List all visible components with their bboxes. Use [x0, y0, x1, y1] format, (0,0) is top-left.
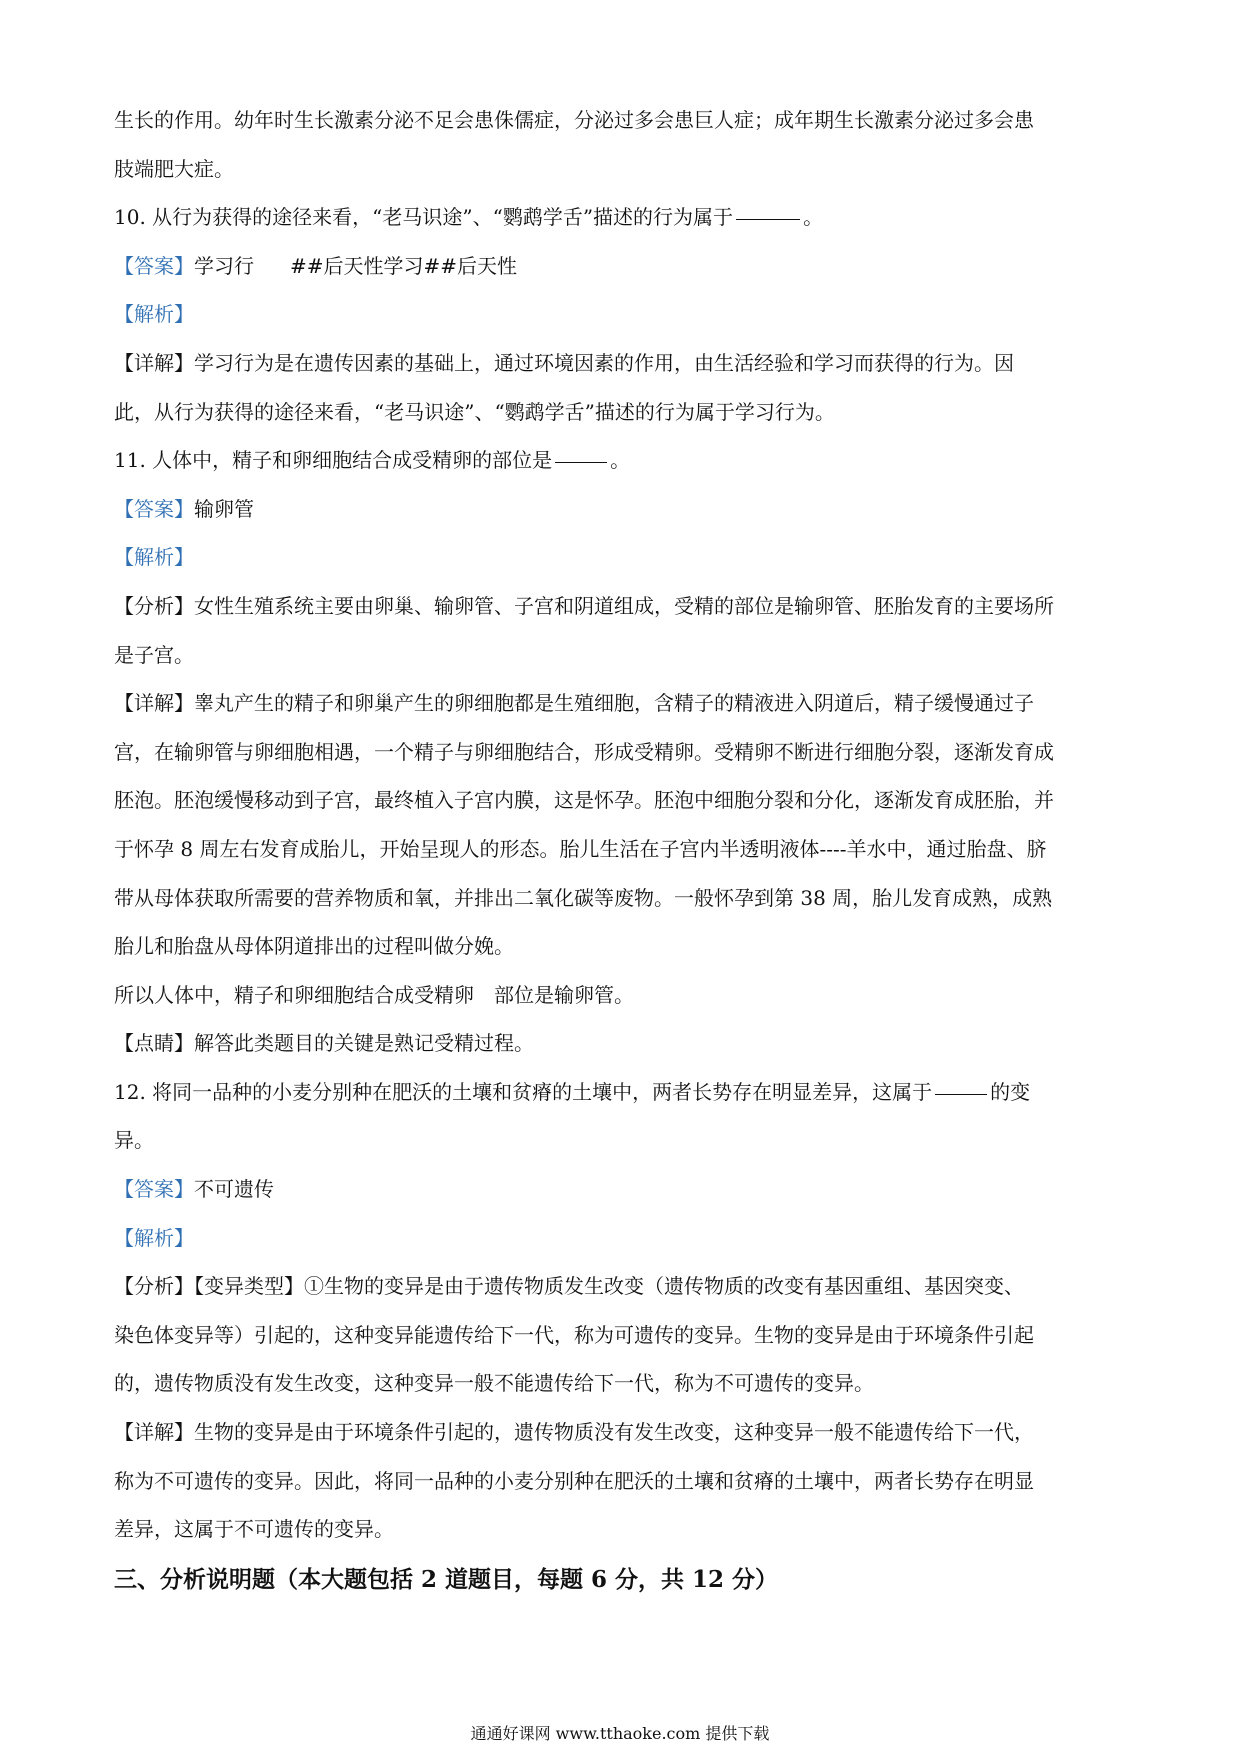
text-line: 称为不可遗传的变异。因此，将同一品种的小麦分别种在肥沃的土壤和贫瘠的土壤中，两者长势存在明显 [114, 1468, 1034, 1493]
answer-line [114, 485, 1126, 534]
analysis-tag: 【解析】 [114, 302, 194, 327]
text-line: 带从母体获取所需要的营养物质和氧，并排出二氧化碳等废物。一般怀孕到第 38 周，胎儿发育成熟，成熟 [114, 885, 1053, 910]
detail-line [114, 339, 1126, 388]
text-line: 胎儿和胎盘从母体阴道排出的过程叫做分娩。 [114, 934, 514, 959]
question-text-end: 。 [803, 205, 824, 230]
answer-text: 输卵管 [194, 496, 254, 521]
question-text: 10. 从行为获得的途径来看，“老马识途”、“鹦鹉学舌”描述的行为属于 [114, 205, 734, 230]
question-text-end: 。 [610, 448, 631, 473]
answer-blank [736, 218, 800, 220]
question-10 [114, 193, 1126, 242]
text-line: 宫，在输卵管与卵细胞相遇，一个精子与卵细胞结合，形成受精卵。受精卵不断进行细胞分裂，逐渐发育成 [114, 739, 1054, 764]
text-line: 生长的作用。幼年时生长激素分泌不足会患侏儒症，分泌过多会患巨人症；成年期生长激素分泌过多会患 [114, 108, 1034, 132]
text-line: 异。 [114, 1128, 154, 1153]
text-line: 肢端肥大症。 [114, 156, 234, 181]
answer-text: 不可遗传 [194, 1177, 274, 1202]
text-line: 【分析】【变异类型】①生物的变异是由于遗传物质发生改变（遗传物质的改变有基因重组、基因突变、 [114, 1274, 1024, 1299]
text-line: 的，遗传物质没有发生改变，这种变异一般不能遗传给下一代，称为不可遗传的变异。 [114, 1371, 874, 1396]
question-text: 11. 人体中，精子和卵细胞结合成受精卵的部位是 [114, 448, 553, 473]
text-line: 于怀孕 8 周左右发育成胎儿，开始呈现人的形态。胎儿生活在子宫内半透明液体----羊水中，通过胎盘、脐 [114, 836, 1047, 861]
text-line: 此，从行为获得的途径来看，“老马识途”、“鹦鹉学舌”描述的行为属于学习行为。 [114, 399, 835, 424]
detail-tag: 【详解】 [114, 350, 194, 375]
footer-text: 通通好课网 www.tthaoke.com 提供下载 [470, 1724, 770, 1743]
text-line: 胚泡。胚泡缓慢移动到子宫，最终植入子宫内膜，这是怀孕。胚泡中细胞分裂和分化，逐渐发育成胚胎，并 [114, 788, 1054, 813]
text-line: 【详解】生物的变异是由于环境条件引起的，遗传物质没有发生改变，这种变异一般不能遗传给下一代， [114, 1420, 1034, 1445]
answer-blank [935, 1093, 987, 1095]
answer-tag: 【答案】 [114, 1177, 194, 1202]
answer-blank [555, 461, 607, 463]
question-11 [114, 436, 1126, 485]
section-heading: 三、分析说明题（本大题包括 2 道题目，每题 6 分，共 12 分） [114, 1565, 779, 1593]
text-line: 差异，这属于不可遗传的变异。 [114, 1517, 394, 1542]
question-text: 12. 将同一品种的小麦分别种在肥沃的土壤和贫瘠的土壤中，两者长势存在明显差异，这属于 [114, 1079, 933, 1104]
text-line: 染色体变异等）引起的，这种变异能遗传给下一代，称为可遗传的变异。生物的变异是由于环境条件引起 [114, 1322, 1034, 1347]
answer-text: 学习行 [194, 253, 254, 278]
analysis-tag: 【解析】 [114, 1225, 194, 1250]
text-line: 所以人体中，精子和卵细胞结合成受精卵 部位是输卵管。 [114, 982, 634, 1007]
text-line: 【分析】女性生殖系统主要由卵巢、输卵管、子宫和阴道组成，受精的部位是输卵管、胚胎发育的主要场所 [114, 593, 1054, 618]
text-line: 【详解】睾丸产生的精子和卵巢产生的卵细胞都是生殖细胞，含精子的精液进入阴道后，精子缓慢通过子 [114, 691, 1034, 716]
detail-text: 学习行为是在遗传因素的基础上，通过环境因素的作用，由生活经验和学习而获得的行为。因 [194, 350, 1014, 375]
text-line: 是子宫。 [114, 642, 194, 667]
text-line: 【点睛】解答此类题目的关键是熟记受精过程。 [114, 1031, 534, 1056]
answer-tag: 【答案】 [114, 253, 194, 278]
answer-line [114, 242, 1126, 291]
question-12 [114, 1068, 1126, 1117]
analysis-tag: 【解析】 [114, 545, 194, 570]
answer-alt-text: ##后天性学习##后天性 [290, 253, 518, 278]
question-text-end: 的变 [990, 1079, 1031, 1104]
answer-line [114, 1165, 1126, 1214]
answer-tag: 【答案】 [114, 496, 194, 521]
document-page [114, 96, 1126, 1627]
